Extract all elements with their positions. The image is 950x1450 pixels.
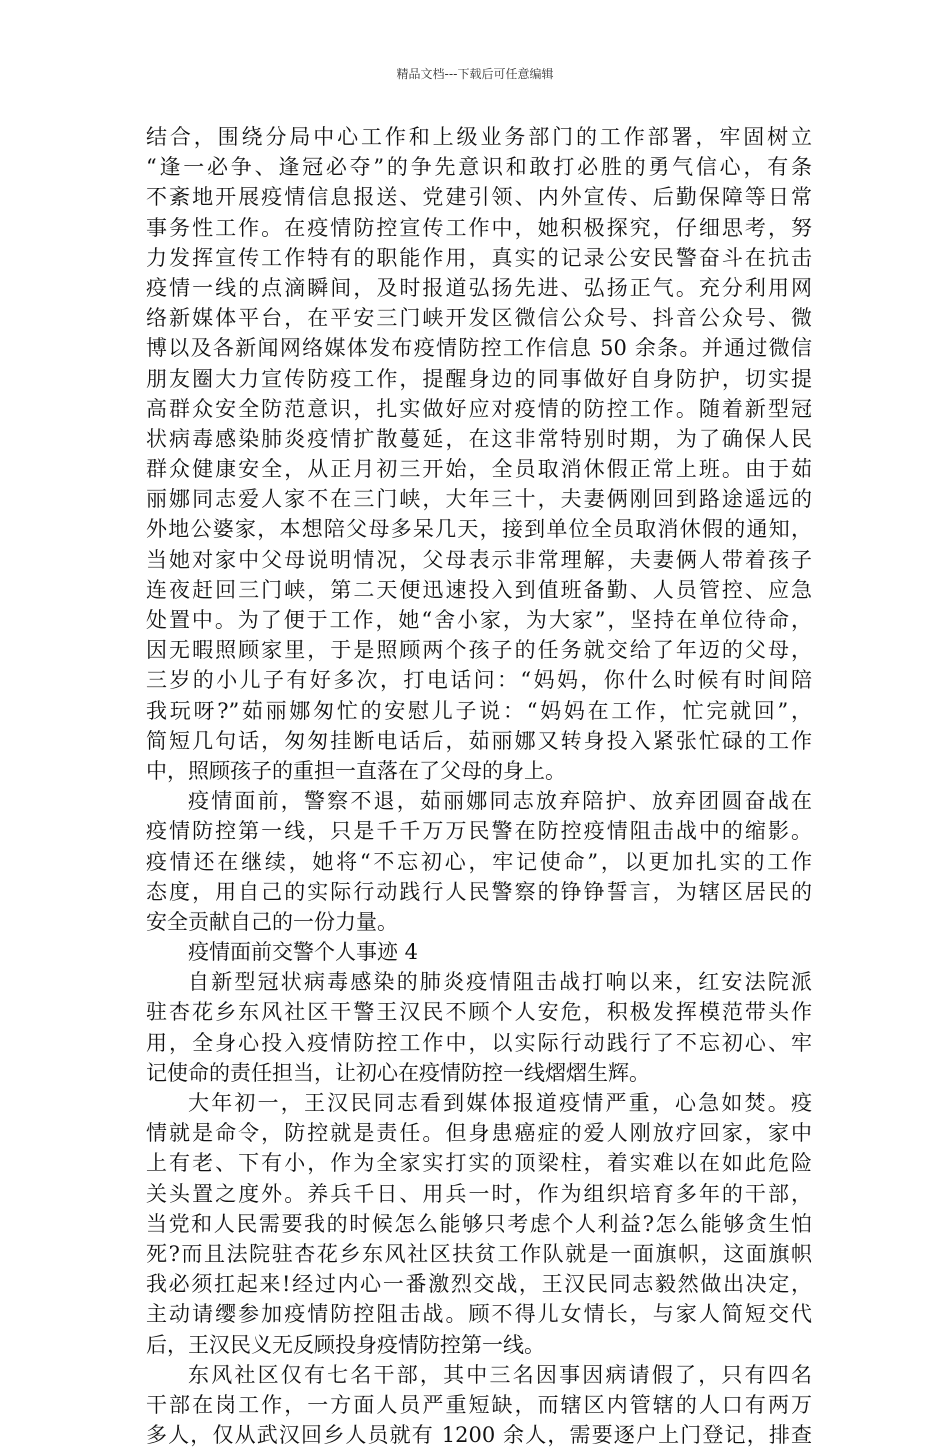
- text-line: 疫情防控第一线，只是千千万万民警在防控疫情阻击战中的缩影。: [146, 819, 812, 844]
- text-line: 丽娜同志爱人家不在三门峡，大年三十，夫妻俩刚回到路途遥远的: [146, 487, 812, 512]
- text-line: 外地公婆家，本想陪父母多呆几天，接到单位全员取消休假的通知，: [146, 517, 812, 542]
- text-line: “逢一必争、逢冠必夺”的争先意识和敢打必胜的勇气信心，有条: [146, 155, 812, 180]
- text-line: 关头置之度外。养兵千日、用兵一时，作为组织培育多年的干部，: [146, 1181, 812, 1206]
- text-line: 简短几句话，匆匆挂断电话后，茹丽娜又转身投入紧张忙碌的工作: [146, 728, 812, 753]
- text-line: 朋友圈大力宣传防疫工作，提醒身边的同事做好自身防护，切实提: [146, 366, 812, 391]
- text-line: 络新媒体平台，在平安三门峡开发区微信公众号、抖音公众号、微: [146, 306, 812, 331]
- text-line: 主动请缨参加疫情防控阻击战。顾不得儿女情长，与家人简短交代: [146, 1302, 812, 1327]
- text-line: 后，王汉民义无反顾投身疫情防控第一线。: [146, 1332, 545, 1357]
- text-line: 力发挥宣传工作特有的职能作用，真实的记录公安民警奋斗在抗击: [146, 245, 812, 270]
- text-line: 结合，围绕分局中心工作和上级业务部门的工作部署，牢固树立: [146, 125, 812, 149]
- page-header: 精品文档---下载后可任意编辑: [396, 67, 554, 81]
- text-line: 博以及各新闻网络媒体发布疫情防控工作信息 50 余条。并通过微信: [146, 336, 812, 361]
- text-line: 多人，仅从武汉回乡人员就有 1200 余人，需要逐户上门登记，排查: [146, 1423, 812, 1448]
- text-line: 上有老、下有小，作为全家实打实的顶梁柱，着实难以在如此危险: [146, 1151, 812, 1176]
- text-line: 大年初一，王汉民同志看到媒体报道疫情严重，心急如焚。疫: [188, 1091, 812, 1115]
- text-line: 群众健康安全，从正月初三开始，全员取消休假正常上班。由于茹: [146, 457, 812, 482]
- text-line: 当党和人民需要我的时候怎么能够只考虑个人利益?怎么能够贪生怕: [146, 1211, 812, 1236]
- text-line: 高群众安全防范意识，扎实做好应对疫情的防控工作。随着新型冠: [146, 396, 812, 421]
- text-line: 情就是命令，防控就是责任。但身患癌症的爱人刚放疗回家，家中: [146, 1121, 812, 1146]
- text-line: 疫情还在继续，她将“不忘初心，牢记使命”，以更加扎实的工作: [146, 849, 812, 874]
- text-line: 驻杏花乡东风社区干警王汉民不顾个人安危，积极发挥模范带头作: [146, 1000, 812, 1025]
- text-line: 当她对家中父母说明情况，父母表示非常理解，夫妻俩人带着孩子: [146, 547, 812, 572]
- text-line: 东风社区仅有七名干部，其中三名因事因病请假了，只有四名: [188, 1362, 812, 1387]
- text-line: 记使命的责任担当，让初心在疫情防控一线熠熠生辉。: [146, 1060, 650, 1085]
- text-line: 连夜赶回三门峡，第二天便迅速投入到值班备勤、人员管控、应急: [146, 577, 812, 602]
- text-line: 安全贡献自己的一份力量。: [146, 909, 398, 934]
- document-body: [146, 122, 812, 1450]
- text-line: 我玩呀?”茹丽娜匆忙的安慰儿子说：“妈妈在工作，忙完就回”，: [146, 698, 812, 723]
- section-heading: 疫情面前交警个人事迹 4: [188, 940, 419, 965]
- text-line: 不紊地开展疫情信息报送、党建引领、内外宣传、后勤保障等日常: [146, 185, 812, 210]
- text-line: 自新型冠状病毒感染的肺炎疫情阻击战打响以来，红安法院派: [188, 970, 812, 995]
- text-line: 疫情一线的点滴瞬间，及时报道弘扬先进、弘扬正气。充分利用网: [146, 275, 812, 300]
- text-line: 处置中。为了便于工作，她“舍小家，为大家”，坚持在单位待命，: [146, 608, 812, 632]
- text-line: 我必须扛起来!经过内心一番激烈交战，王汉民同志毅然做出决定，: [146, 1272, 812, 1297]
- text-line: 因无暇照顾家里，于是照顾两个孩子的任务就交给了年迈的父母，: [146, 638, 812, 663]
- text-line: 状病毒感染肺炎疫情扩散蔓延，在这非常特别时期，为了确保人民: [146, 426, 812, 451]
- text-line: 疫情面前，警察不退，茹丽娜同志放弃陪护、放弃团圆奋战在: [188, 789, 812, 814]
- text-line: 中，照顾孩子的重担一直落在了父母的身上。: [146, 758, 566, 783]
- text-line: 死?而且法院驻杏花乡东风社区扶贫工作队就是一面旗帜，这面旗帜: [146, 1241, 812, 1266]
- text-line: 三岁的小儿子有好多次，打电话问：“妈妈，你什么时候有时间陪: [146, 668, 812, 693]
- text-line: 事务性工作。在疫情防控宣传工作中，她积极探究，仔细思考，努: [146, 215, 812, 240]
- text-line: 用，全身心投入疫情防控工作中，以实际行动践行了不忘初心、牢: [146, 1030, 812, 1055]
- text-line: 干部在岗工作，一方面人员严重短缺，而辖区内管辖的人口有两万: [146, 1392, 812, 1417]
- text-line: 态度，用自己的实际行动践行人民警察的铮铮誓言，为辖区居民的: [146, 879, 812, 904]
